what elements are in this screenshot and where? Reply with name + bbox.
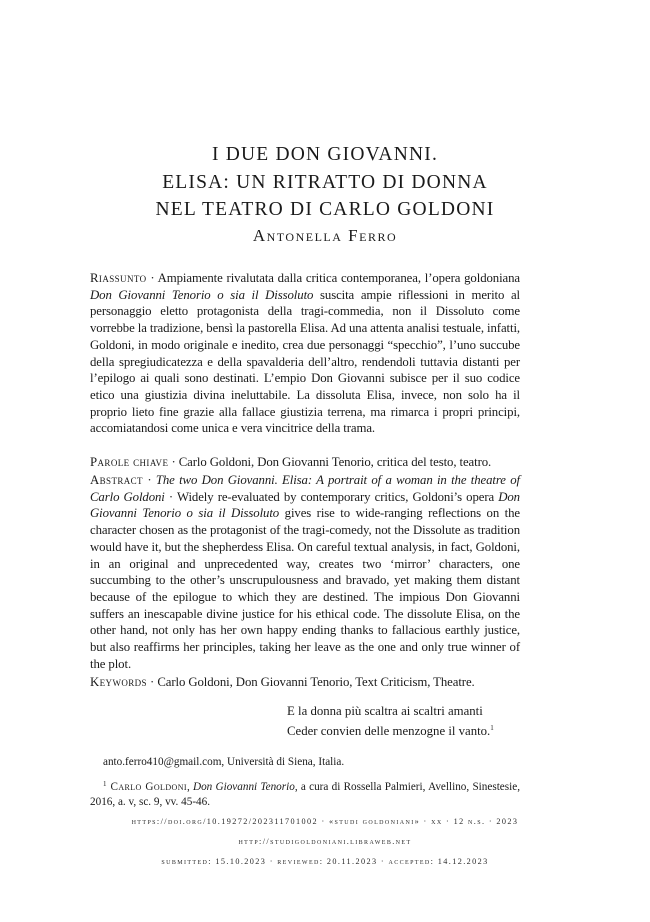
keywords-en-label: Keywords [90,675,147,689]
abstract-en-separator: · [142,473,156,487]
keywords-en-separator: · [146,675,158,689]
abstract-en-text-b: gives rise to wide-ranging reflections on the character chosen as the protagonist of the tragi-comedy, not the Dissolute as tradition would have it, but the shepherdess Elisa. On careful textual analysis, in fact, Goldoni, in an original and unprecedented way, creates two ‘mirror’ characters, one succumbing to the other’s unscrupulousness and bravado, yet making them distant because of the epilogue to which they are destined. The impious Don Giovanni suffers an inescapable divine justice for his ethical code. The dissolute Elisa, on the other hand, not only has her own happy ending thanks to fallacious earthly justice, but also reaffirms her principles, taking her leave as the one and only true winner of the plot. [90,506,521,671]
submission-dates: submitted: 15.10.2023 · reviewed: 20.11.2023 · accepted: 14.12.2023 [161,857,489,866]
title-line-1: I DUE DON GIOVANNI. [211,144,439,165]
author-name: Antonella Ferro [252,226,398,245]
footnote-1-number: 1 [103,780,107,788]
footnote-1-sep: , [186,781,193,793]
epigraph-line-1: E la donna più scaltra ai scaltri amanti [287,704,483,718]
abstract-en-work-title: Don Giovanni Tenorio o sia il Dissoluto [90,489,520,521]
keywords-it-separator: · [168,455,179,469]
footnotes [90,755,520,810]
footnote-1-author: Carlo Goldoni [110,781,187,793]
keywords-it-label: Parole chiave [90,455,169,469]
abstract-en-label: Abstract [90,473,143,487]
keywords-en-text: Carlo Goldoni, Don Giovanni Tenorio, Text Criticism, Theatre. [157,675,475,689]
keywords-english [90,674,520,691]
abstract-english [90,472,520,672]
abstract-italian [90,270,520,437]
abstract-en-text-a: · Widely re-evaluated by contemporary critics, Goldoni’s opera [164,489,499,504]
abstract-it-text-b: suscita ampie riflessioni in merito al personaggio eletto protagonista della tragi-commedia, non il Dissoluto come vorrebbe la tradizione, bensì la pastorella Elisa. Ad una attenta analisi testuale, infatti, Goldoni, in modo originale e inedito, crea due personaggi “specchio”, l’uno succube della spregiudicatezza e della spavalderia dell’altro, rendendoli tuttavia distanti per l’epilogo ai quali sono destinati. L’empio Don Giovanni subisce per il suo codice etico una giustizia divina ineluttabile. La dissoluta Elisa, invece, non solo ha il proprio lieto fine grazie alla fallace giustizia terrena, ma rimarca i propri principi, accomiatandosi come unica e vera vincitrice della trama. [90,287,521,436]
title-line-3: NEL TEATRO DI CARLO GOLDONI [155,199,495,220]
footnote-1-work: Don Giovanni Tenorio [193,781,295,793]
title-line-2: ELISA: UN RITRATTO DI DONNA [162,171,488,193]
abstract-it-separator: · [146,271,158,285]
keywords-italian [90,454,520,471]
epigraph [287,703,494,739]
abstract-it-label: Riassunto [90,271,147,285]
colophon [0,812,650,872]
journal-url[interactable]: http://studigoldoniani.libraweb.net [238,837,412,846]
keywords-it-text: Carlo Goldoni, Don Giovanni Tenorio, critica del testo, teatro. [178,455,492,469]
abstract-en-title: The two Don Giovanni. Elisa: A portrait of a woman in the theatre of Carlo Goldoni [90,473,520,504]
footnote-1-text: , a cura di Rossella Palmieri, Avellino, Sinestesie, 2016, a. v, sc. 9, vv. 45-46. [90,781,520,808]
epigraph-line-2 [287,720,494,740]
abstract-it-work-title: Don Giovanni Tenorio o sia il Dissoluto [90,287,314,302]
epigraph-footnote-ref[interactable]: 1 [490,723,494,732]
article-title [0,141,650,224]
footnote-1 [90,777,520,810]
abstract-it-text-a: Ampiamente rivalutata dalla critica contemporanea, l’opera goldoniana [157,271,520,285]
epigraph-line-2-text: Ceder convien delle menzogne il vanto. [287,723,491,738]
author-contact: anto.ferro410@gmail.com, Università di Siena, Italia. [103,756,345,768]
doi-line[interactable]: https://doi.org/10.19272/202311701002 · «studi goldoniani» · xx · 12 n.s. · 2023 [131,817,519,826]
